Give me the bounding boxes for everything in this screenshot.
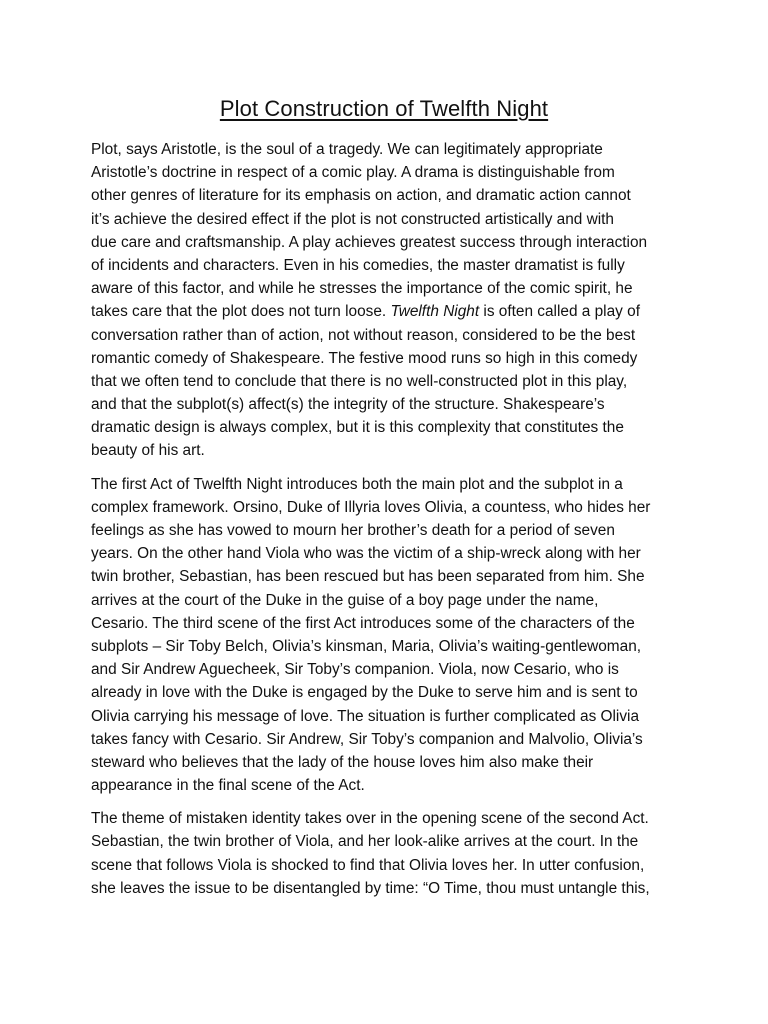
- text-line: years. On the other hand Viola who was the victim of a ship-wreck along with her: [91, 545, 641, 563]
- text-line: arrives at the court of the Duke in the guise of a boy page under the name,: [91, 591, 599, 609]
- text-line: beauty of his art.: [91, 442, 205, 460]
- text-line: Olivia carrying his message of love. The situation is further complicated as Olivia: [91, 707, 640, 725]
- line-text-after: is often called a play of: [479, 303, 640, 321]
- text-line: Aristotle’s doctrine in respect of a comic play. A drama is distinguishable from: [91, 164, 615, 182]
- text-line: The first Act of Twelfth Night introduces both the main plot and the subplot in a: [91, 475, 623, 493]
- text-line: it’s achieve the desired effect if the plot is not constructed artistically and with: [91, 210, 614, 228]
- text-line: and Sir Andrew Aguecheek, Sir Toby’s companion. Viola, now Cesario, who is: [91, 661, 619, 679]
- text-line-with-italic-title: [91, 300, 691, 323]
- text-line: Plot, says Aristotle, is the soul of a tragedy. We can legitimately appropriate: [91, 141, 603, 158]
- text-line: takes fancy with Cesario. Sir Andrew, Sir Toby’s companion and Malvolio, Olivia’s: [91, 730, 643, 748]
- italic-play-title: Twelfth Night: [390, 303, 480, 321]
- text-line: twin brother, Sebastian, has been rescued but has been separated from him. She: [91, 568, 645, 586]
- text-line: feelings as she has vowed to mourn her brother’s death for a period of seven: [91, 522, 615, 539]
- text-line: that we often tend to conclude that there is no well-constructed plot in this play,: [91, 372, 628, 390]
- text-line: conversation rather than of action, not without reason, considered to be the best: [91, 326, 636, 344]
- text-line: The theme of mistaken identity takes over in the opening scene of the second Act.: [91, 810, 649, 828]
- text-line: aware of this factor, and while he stresses the importance of the comic spirit, he: [91, 280, 633, 298]
- text-line: Sebastian, the twin brother of Viola, and her look-alike arrives at the court. In the: [91, 833, 639, 851]
- paragraph-3: [91, 807, 691, 900]
- text-line: due care and craftsmanship. A play achieves greatest success through interaction: [91, 233, 648, 251]
- paragraph-2: [91, 473, 691, 798]
- text-line: scene that follows Viola is shocked to find that Olivia loves her. In utter confusion,: [91, 856, 645, 874]
- text-line: of incidents and characters. Even in his comedies, the master dramatist is fully: [91, 256, 625, 274]
- text-line: steward who believes that the lady of the house loves him also make their: [91, 753, 594, 771]
- text-line: already in love with the Duke is engaged by the Duke to serve him and is sent to: [91, 684, 638, 702]
- paragraph-1: [91, 138, 691, 463]
- text-line: other genres of literature for its emphasis on action, and dramatic action cannot: [91, 187, 631, 205]
- text-line: subplots – Sir Toby Belch, Olivia’s kinsman, Maria, Olivia’s waiting-gentlewoman,: [91, 637, 642, 655]
- page-title: Plot Construction of Twelfth Night: [219, 96, 549, 121]
- text-line: appearance in the final scene of the Act.: [91, 777, 365, 795]
- text-line: complex framework. Orsino, Duke of Illyria loves Olivia, a countess, who hides her: [91, 498, 651, 516]
- text-line: romantic comedy of Shakespeare. The festive mood runs so high in this comedy: [91, 349, 638, 367]
- text-line: she leaves the issue to be disentangled by time: “O Time, thou must untangle this,: [91, 879, 650, 897]
- document-body: [91, 138, 691, 910]
- text-line: dramatic design is always complex, but it is this complexity that constitutes the: [91, 419, 624, 437]
- text-line: and that the subplot(s) affect(s) the integrity of the structure. Shakespeare’s: [91, 396, 605, 414]
- text-line: Cesario. The third scene of the first Act introduces some of the characters of the: [91, 614, 635, 632]
- line-text-before: takes care that the plot does not turn loose.: [91, 303, 391, 321]
